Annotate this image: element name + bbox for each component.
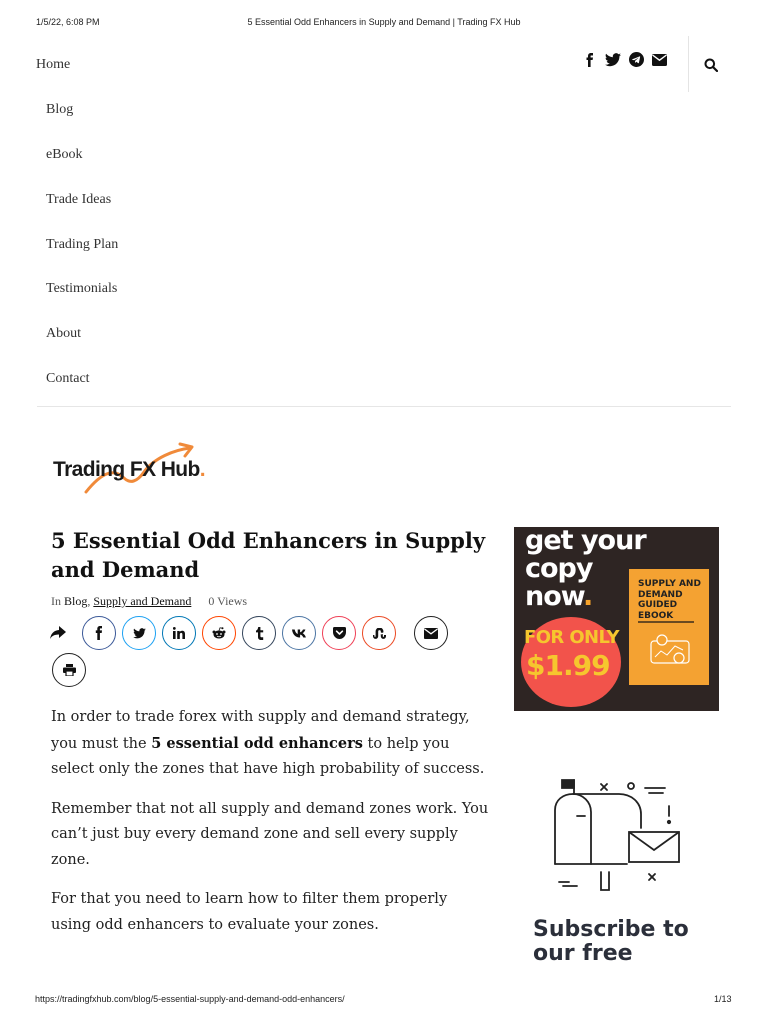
category-link-supply-demand[interactable]: Supply and Demand	[93, 594, 192, 608]
ad-headline-line-2: copy	[525, 553, 593, 584]
nav-item-trade-ideas[interactable]: Trade Ideas	[46, 192, 112, 207]
article-meta: In Blog, Supply and Demand 0 Views	[51, 594, 248, 608]
ad-price: $1.99	[526, 649, 610, 682]
ad-headline-line-1: get your	[525, 527, 646, 556]
paragraph-1-bold: 5 essential odd enhancers	[151, 734, 363, 752]
share-stumbleupon-button[interactable]	[362, 616, 396, 650]
share-reddit-button[interactable]	[202, 616, 236, 650]
article-title: 5 Essential Odd Enhancers in Supply and Demand	[51, 528, 486, 582]
paragraph-3: For that you need to learn how to filter them properly using odd enhancers to evaluate your zones.	[51, 891, 448, 933]
share-tumblr-button[interactable]	[242, 616, 276, 650]
mailbox-illustration	[549, 776, 684, 896]
share-email-button[interactable]	[414, 616, 448, 650]
ad-offer-label: FOR ONLY	[524, 627, 619, 648]
search-icon[interactable]	[704, 57, 718, 76]
nav-item-about[interactable]: About	[46, 326, 81, 341]
share-icon	[50, 625, 66, 644]
nav-item-contact[interactable]: Contact	[46, 371, 90, 386]
paragraph-1-text-b: to help you select only the zones that have high probability of success.	[51, 735, 485, 777]
share-vk-button[interactable]	[282, 616, 316, 650]
share-pocket-button[interactable]	[322, 616, 356, 650]
ad-headline-dot: .	[583, 581, 593, 612]
paragraph-2: Remember that not all supply and demand zones work. You can’t just buy every demand zone and sell every supply zone.	[51, 800, 489, 868]
facebook-icon[interactable]	[583, 53, 597, 67]
telegram-icon[interactable]	[629, 52, 644, 67]
print-page-title: 5 Essential Odd Enhancers in Supply and Demand | Trading FX Hub	[247, 17, 521, 27]
subscribe-heading: Subscribe to our free	[533, 917, 689, 966]
envelope-icon[interactable]	[652, 54, 667, 66]
logo-dot: .	[199, 458, 206, 481]
ad-book-cover	[629, 569, 709, 685]
category-link-blog[interactable]: Blog	[64, 594, 88, 608]
nav-item-trading-plan[interactable]: Trading Plan	[46, 237, 119, 252]
header-bottom-rule	[37, 406, 731, 407]
meta-in-label: In	[51, 594, 61, 608]
article-body	[51, 705, 491, 952]
nav-item-blog[interactable]: Blog	[46, 102, 74, 117]
print-url: https://tradingfxhub.com/blog/5-essential-supply-and-demand-odd-enhancers/	[35, 994, 345, 1004]
share-linkedin-button[interactable]	[162, 616, 196, 650]
view-count: 0 Views	[208, 594, 248, 608]
logo-text: Trading FX Hub	[53, 458, 200, 481]
ad-book-rule	[638, 621, 694, 623]
ad-headline	[525, 527, 646, 611]
print-datetime: 1/5/22, 6:08 PM	[36, 17, 100, 27]
header-divider	[688, 36, 689, 92]
paragraph-1	[51, 705, 491, 783]
twitter-icon[interactable]	[605, 53, 621, 67]
ad-book-title: SUPPLY AND DEMAND GUIDED EBOOK	[638, 579, 701, 621]
paragraph-1-text-a: In order to trade forex with supply and demand strategy, you must the	[51, 709, 470, 752]
print-button[interactable]	[52, 653, 86, 687]
header-social-links	[583, 52, 667, 67]
nav-item-home[interactable]: Home	[36, 57, 71, 72]
nav-item-testimonials[interactable]: Testimonials	[46, 281, 118, 296]
share-facebook-button[interactable]	[82, 616, 116, 650]
site-logo[interactable]	[52, 442, 232, 497]
ad-book-chart-icon	[649, 631, 691, 667]
ebook-ad-banner[interactable]	[514, 527, 719, 711]
share-twitter-button[interactable]	[122, 616, 156, 650]
print-page-number: 1/13	[714, 994, 732, 1004]
nav-item-ebook[interactable]: eBook	[46, 147, 83, 162]
ad-headline-line-3: now	[525, 581, 583, 612]
